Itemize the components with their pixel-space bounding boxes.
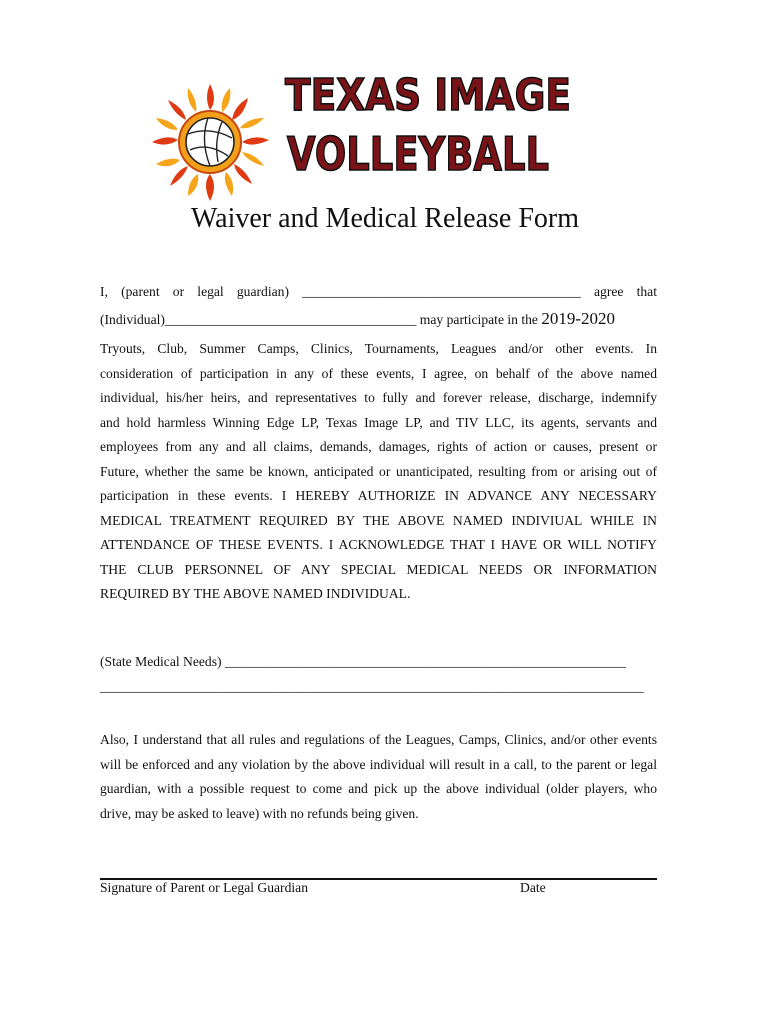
logo-line-1: TEXAS IMAGE xyxy=(285,70,571,121)
body-line: consideration of participation in any of these events, I agree, on behalf of the above named xyxy=(100,365,657,381)
body-line: Tryouts, Club, Summer Camps, Clinics, Tournaments, Leagues and/or other events. In xyxy=(100,341,657,356)
logo-wordmark xyxy=(278,62,578,182)
rules-acknowledgement xyxy=(100,728,657,826)
body-line: employees from any and all claims, demands, damages, rights of action or causes, present or xyxy=(100,439,657,454)
waiver-body xyxy=(100,337,657,607)
state-medical-needs[interactable] xyxy=(100,650,657,699)
also-line: Also, I understand that all rules and regulations of the Leagues, Camps, Clinics, and/or other events xyxy=(100,732,657,747)
form-title: Waiver and Medical Release Form xyxy=(190,203,580,234)
volleyball-sun-icon xyxy=(148,80,273,205)
guardian-name-line[interactable]: I, (parent or legal guardian) _________________________________________ agree that xyxy=(100,284,657,299)
body-line: and hold harmless Winning Edge LP, Texas Image LP, and TIV LLC, its agents, servants and xyxy=(100,414,657,430)
signature-label: Signature of Parent or Legal Guardian xyxy=(100,880,308,895)
also-line: will be enforced and any violation by the above individual will result in a call, to the parent or legal xyxy=(100,756,657,772)
body-line: REQUIRED BY THE ABOVE NAMED INDIVIDUAL. xyxy=(100,586,411,601)
body-line: MEDICAL TREATMENT REQUIRED BY THE ABOVE NAMED INDIVIUAL WHILE IN xyxy=(100,512,657,528)
date-label: Date xyxy=(520,880,546,895)
logo-line-2: VOLLEYBALL xyxy=(287,127,549,181)
also-line: guardian, with a possible request to come and pick up the above individual (older players, who xyxy=(100,781,657,796)
body-line: Future, whether the same be known, anticipated or unanticipated, resulting from or arising out of xyxy=(100,463,657,479)
individual-name-line[interactable] xyxy=(100,307,657,333)
body-line: ATTENDANCE OF THESE EVENTS. I ACKNOWLEDGE THAT I HAVE OR WILL NOTIFY xyxy=(100,537,657,552)
body-line: participation in these events. I HEREBY AUTHORIZE IN ADVANCE ANY NECESSARY xyxy=(100,488,657,503)
body-line: individual, his/her heirs, and representatives to fully and forever release, discharge, indemnify xyxy=(100,390,657,405)
texas-image-volleyball-logo xyxy=(148,62,588,192)
body-line: THE CLUB PERSONNEL OF ANY SPECIAL MEDICAL NEEDS OR INFORMATION xyxy=(100,561,657,577)
also-line: drive, may be asked to leave) with no refunds being given. xyxy=(100,805,419,821)
medical-needs-line[interactable]: (State Medical Needs) ___________________________________________________________ xyxy=(100,654,626,669)
season-year: 2019-2020 xyxy=(541,309,616,328)
medical-needs-line-2[interactable]: ________________________________________________________________________________ xyxy=(100,678,644,694)
individual-line-text: (Individual)_____________________________________ may participate in the xyxy=(100,312,542,327)
